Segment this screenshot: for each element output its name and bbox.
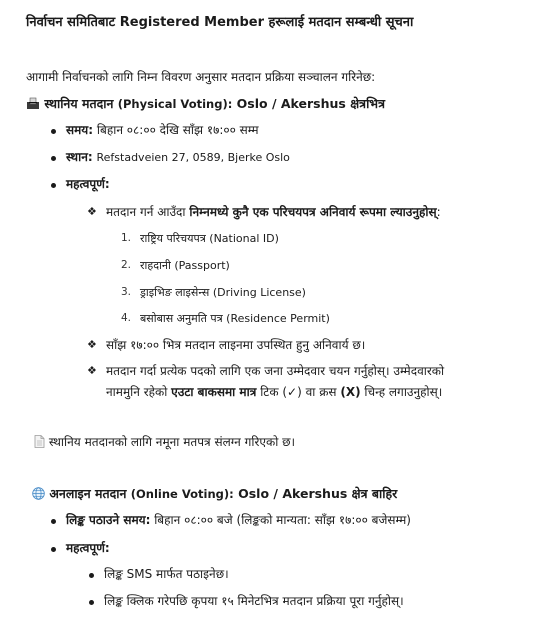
physical-voting-heading	[26, 95, 385, 113]
page-title: निर्वाचन समितिबाट Registered Member हरूलाई मतदान सम्बन्धी सूचना	[26, 15, 414, 30]
bullet-dot	[89, 600, 94, 605]
mark-note-line-2	[106, 383, 442, 400]
id-item-np: राष्ट्रिय परिचयपत्र	[140, 232, 206, 245]
id-note-post: :	[436, 205, 441, 219]
id-item-np: बसोबास अनुमति पत्र	[140, 312, 223, 325]
physical-heading-en: (Physical Voting):	[117, 97, 233, 111]
id-item-en: (Passport)	[174, 259, 230, 272]
time-value: बिहान ०८:०० देखि साँझ १७:०० सम्म	[96, 123, 259, 137]
sample-ballot-note	[34, 433, 295, 451]
link-value: बिहान ०८:०० बजे (लिङ्कको मान्यता: साँझ १७:०० बजेसम्म)	[154, 513, 411, 527]
online-heading-en: (Online Voting):	[130, 487, 234, 501]
diamond-bullet-icon: ❖	[87, 364, 97, 377]
id-num: 4.	[121, 312, 132, 324]
id-item-en: (Driving License)	[212, 286, 306, 299]
mark-note-line-1: मतदान गर्दा प्रत्येक पदको लागि एक जना उम्मेदवार चयन गर्नुहोस्। उम्मेदवारको	[106, 364, 445, 378]
bullet-dot	[51, 547, 56, 552]
place-value: Refstadveien 27, 0589, Bjerke Oslo	[96, 151, 290, 164]
id-num: 2.	[121, 259, 132, 271]
mark-note-bold: एउटा बाकसमा मात्र	[171, 385, 257, 399]
mark-note-end: चिन्ह लगाउनुहोस्।	[364, 385, 443, 399]
bullet-dot	[51, 519, 56, 524]
id-item	[140, 231, 279, 246]
online-note-item: लिङ्क SMS मार्फत पठाइनेछ।	[104, 567, 229, 581]
globe-icon	[32, 487, 45, 503]
physical-important-label: महत्वपूर्ण:	[66, 177, 110, 191]
online-heading-tail: Oslo / Akershus क्षेत्र बाहिर	[238, 486, 398, 501]
ballot-box-icon	[26, 97, 40, 113]
time-label: समय:	[66, 123, 94, 137]
diamond-bullet-icon: ❖	[87, 205, 97, 218]
diamond-bullet-icon: ❖	[87, 338, 97, 351]
online-important-label: महत्वपूर्ण:	[66, 541, 110, 555]
online-voting-heading	[32, 485, 397, 503]
id-num: 1.	[121, 232, 132, 244]
online-link-time	[66, 511, 411, 528]
mark-note-post: टिक (✓) वा क्रस	[260, 385, 337, 399]
bullet-dot	[51, 183, 56, 188]
intro-text: आगामी निर्वाचनको लागि निम्न विवरण अनुसार मतदान प्रक्रिया सञ्चालन गरिनेछ:	[26, 70, 376, 84]
physical-place	[66, 148, 290, 165]
id-item-en: (Residence Permit)	[226, 312, 330, 325]
bullet-dot	[51, 129, 56, 134]
physical-heading-np: स्थानिय मतदान	[44, 96, 114, 111]
id-item	[140, 285, 306, 300]
id-item-np: ड्राइभिङ लाइसेन्स	[140, 286, 210, 299]
id-note-bold: निम्नमध्ये कुनै एक परिचयपत्र अनिवार्य रूपमा ल्याउनुहोस्	[189, 205, 437, 219]
bullet-dot	[51, 156, 56, 161]
place-label: स्थान:	[66, 150, 93, 164]
id-item-en: (National ID)	[209, 232, 279, 245]
queue-note: साँझ १७:०० भित्र मतदान लाइनमा उपस्थित हुनु अनिवार्य छ।	[106, 338, 366, 352]
physical-heading-tail: Oslo / Akershus क्षेत्रभित्र	[236, 96, 385, 111]
id-item	[140, 311, 330, 326]
id-requirement-note	[106, 203, 441, 220]
sample-note-text: स्थानिय मतदानको लागि नमूना मतपत्र संलग्न गरिएको छ।	[48, 435, 296, 449]
mark-note-pre: नाममुनि रहेको	[106, 385, 168, 399]
id-note-pre: मतदान गर्न आउँदा	[106, 205, 186, 219]
bullet-dot	[89, 573, 94, 578]
online-heading-np: अनलाइन मतदान	[49, 486, 127, 501]
id-item	[140, 258, 230, 273]
document-icon	[34, 435, 45, 451]
mark-note-x: (X)	[340, 385, 361, 399]
id-item-np: राहदानी	[140, 259, 171, 272]
physical-time	[66, 121, 259, 138]
online-note-item: लिङ्क क्लिक गरेपछि कृपया १५ मिनेटभित्र मतदान प्रक्रिया पूरा गर्नुहोस्।	[104, 594, 404, 608]
link-label: लिङ्क पठाउने समय:	[66, 513, 151, 527]
id-num: 3.	[121, 286, 132, 298]
